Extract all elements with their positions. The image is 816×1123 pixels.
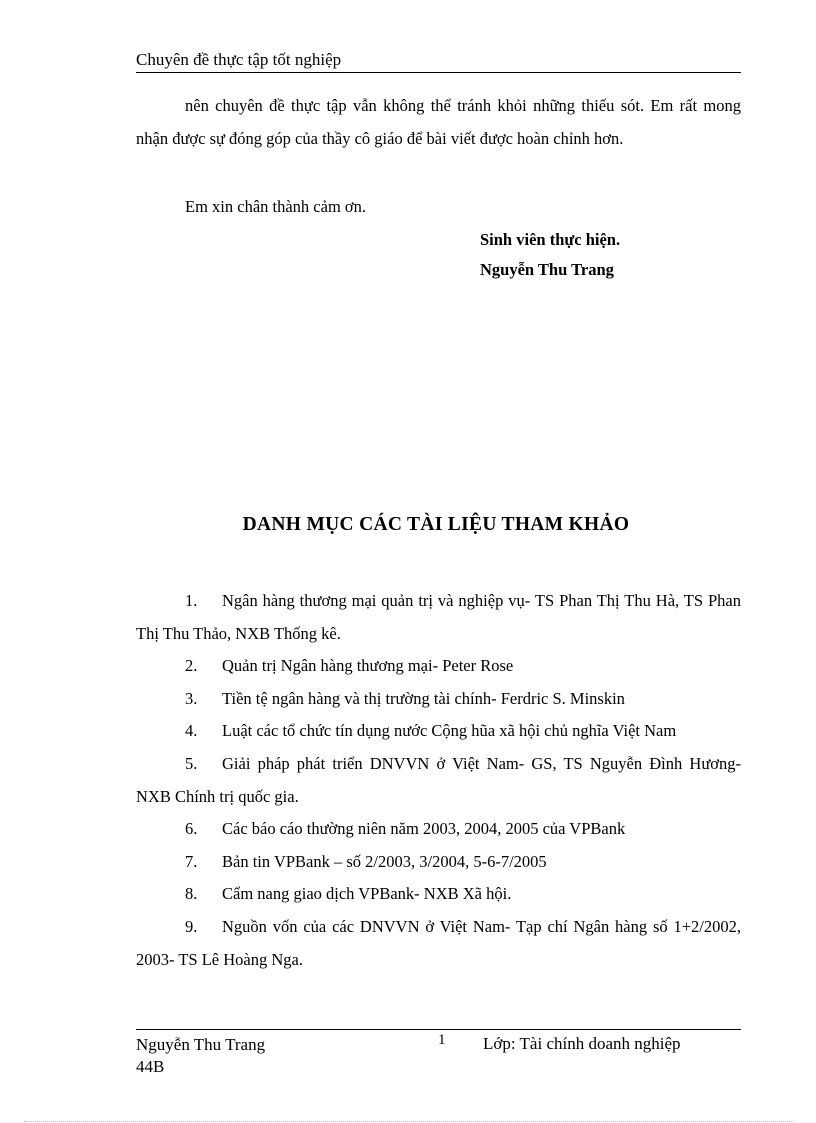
footer-class-label: Lớp: Tài chính doanh nghiệp — [483, 1034, 681, 1053]
references-list — [136, 585, 741, 976]
reference-text: Quản trị Ngân hàng thương mại- Peter Rose — [222, 656, 514, 676]
reference-text: Tiền tệ ngân hàng và thị trường tài chính- Ferdric S. Minskin — [222, 688, 625, 708]
reference-number: 3. — [185, 688, 198, 708]
signature-name: Nguyễn Thu Trang — [480, 260, 614, 279]
reference-text: Nguồn vốn của các DNVVN ở Việt Nam- Tạp chí Ngân hàng số 1+2/2002, 2003- TS Lê Hoàng Nga. — [136, 916, 741, 969]
reference-number: 1. — [185, 591, 198, 610]
page-edge-divider — [24, 1121, 794, 1122]
reference-text: Bản tin VPBank – số 2/2003, 3/2004, 5-6-7/2005 — [222, 851, 547, 871]
signature-role: Sinh viên thực hiện. — [480, 230, 621, 249]
reference-item — [136, 748, 741, 813]
reference-number: 5. — [185, 753, 198, 773]
references-title: DANH MỤC CÁC TÀI LIỆU THAM KHẢO — [242, 514, 630, 535]
reference-item — [136, 846, 741, 879]
footer-divider — [136, 1029, 741, 1030]
reference-number: 9. — [185, 916, 198, 936]
reference-item — [136, 911, 741, 976]
reference-item — [136, 715, 741, 748]
header-title: Chuyên đề thực tập tốt nghiệp — [136, 50, 342, 69]
reference-number: 8. — [185, 884, 198, 904]
reference-item — [136, 585, 741, 650]
reference-item — [136, 683, 741, 716]
intro-paragraph: nên chuyên đề thực tập vẫn không thể tránh khỏi những thiếu sót. Em rất mong nhận được sự đóng góp của thầy cô giáo để bài viết được hoàn chỉnh hơn. — [136, 96, 741, 148]
reference-number: 7. — [185, 851, 198, 871]
running-header — [136, 50, 741, 73]
thanks-line: Em xin chân thành cảm ơn. — [185, 197, 367, 216]
reference-number: 4. — [185, 721, 198, 741]
reference-number: 6. — [185, 819, 198, 839]
reference-text: Luật các tổ chức tín dụng nước Cộng hũa xã hội chủ nghĩa Việt Nam — [222, 721, 677, 741]
reference-item — [136, 650, 741, 683]
reference-item — [136, 813, 741, 846]
footer-author — [136, 1034, 265, 1078]
page-number: 1 — [438, 1032, 446, 1048]
footer-author-class: 44B — [136, 1057, 165, 1076]
reference-number: 2. — [185, 656, 198, 676]
reference-text: Ngân hàng thương mại quản trị và nghiệp vụ- TS Phan Thị Thu Hà, TS Phan Thị Thu Thảo, NXB Thống kê. — [136, 591, 741, 643]
reference-text: Các báo cáo thường niên năm 2003, 2004, 2005 của VPBank — [222, 819, 626, 839]
footer-author-name: Nguyễn Thu Trang — [136, 1035, 266, 1054]
reference-item — [136, 878, 741, 911]
reference-text: Cẩm nang giao dịch VPBank- NXB Xã hội. — [222, 884, 512, 904]
reference-text: Giải pháp phát triển DNVVN ở Việt Nam- GS, TS Nguyễn Đình Hương- NXB Chính trị quốc gia. — [136, 753, 741, 806]
